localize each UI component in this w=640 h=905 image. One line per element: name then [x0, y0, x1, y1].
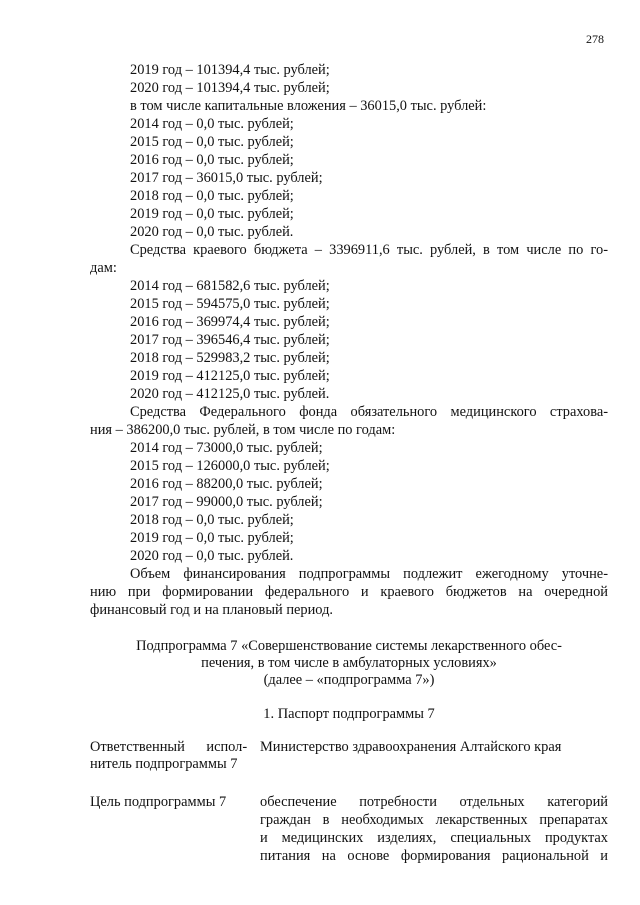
- passport-heading: 1. Паспорт подпрограммы 7: [263, 706, 435, 722]
- text-line: ния – 386200,0 тыс. рублей, в том числе по годам:: [90, 422, 396, 438]
- text-line: 2018 год – 0,0 тыс. рублей;: [130, 512, 294, 528]
- text-line: дам:: [90, 260, 117, 276]
- text-line: 2018 год – 0,0 тыс. рублей;: [130, 188, 294, 204]
- text-line: 2016 год – 0,0 тыс. рублей;: [130, 152, 294, 168]
- text-line: 2016 год – 88200,0 тыс. рублей;: [130, 476, 323, 492]
- text-line: Средства Федерального фонда обязательного медицинского страхова-: [130, 404, 608, 420]
- text-line: Средства краевого бюджета – 3396911,6 тыс. рублей, в том числе по го-: [130, 242, 608, 258]
- text-line: нию при формировании федерального и краевого бюджетов на очередной: [90, 584, 608, 600]
- goal-value-line: и медицинских изделиях, специальных продуктах: [260, 830, 608, 846]
- text-line: 2015 год – 126000,0 тыс. рублей;: [130, 458, 330, 474]
- text-line: 2018 год – 529983,2 тыс. рублей;: [130, 350, 330, 366]
- subprogram-heading-line: Подпрограмма 7 «Совершенствование системы лекарственного обес-: [136, 638, 562, 654]
- goal-value-line: питания на основе формирования рациональной и: [260, 848, 608, 864]
- text-line: 2014 год – 0,0 тыс. рублей;: [130, 116, 294, 132]
- executor-label: нитель подпрограммы 7: [90, 756, 238, 772]
- text-line: 2019 год – 0,0 тыс. рублей;: [130, 206, 294, 222]
- text-line: 2014 год – 681582,6 тыс. рублей;: [130, 278, 330, 294]
- text-line: 2020 год – 101394,4 тыс. рублей;: [130, 80, 330, 96]
- subprogram-heading-line: печения, в том числе в амбулаторных условиях»: [201, 655, 497, 671]
- text-line: 2020 год – 0,0 тыс. рублей.: [130, 224, 294, 240]
- text-line: 2017 год – 36015,0 тыс. рублей;: [130, 170, 323, 186]
- executor-value: Министерство здравоохранения Алтайского края: [260, 739, 562, 755]
- text-line: 2019 год – 412125,0 тыс. рублей;: [130, 368, 330, 384]
- text-line: 2015 год – 594575,0 тыс. рублей;: [130, 296, 330, 312]
- text-line: в том числе капитальные вложения – 36015,0 тыс. рублей:: [130, 98, 487, 114]
- text-line: 2017 год – 99000,0 тыс. рублей;: [130, 494, 323, 510]
- subprogram-heading-line: (далее – «подпрограмма 7»): [263, 672, 435, 688]
- goal-value-line: граждан в необходимых лекарственных препаратах: [260, 812, 608, 828]
- text-line: финансовый год и на плановый период.: [90, 602, 334, 618]
- text-line: 2020 год – 0,0 тыс. рублей.: [130, 548, 294, 564]
- goal-label: Цель подпрограммы 7: [90, 794, 227, 810]
- goal-value-line: обеспечение потребности отдельных категорий: [260, 794, 608, 810]
- text-line: 2017 год – 396546,4 тыс. рублей;: [130, 332, 330, 348]
- text-line: 2020 год – 412125,0 тыс. рублей.: [130, 386, 330, 402]
- page-number: 278: [586, 32, 604, 46]
- text-line: 2016 год – 369974,4 тыс. рублей;: [130, 314, 330, 330]
- text-line: 2019 год – 0,0 тыс. рублей;: [130, 530, 294, 546]
- text-line: 2015 год – 0,0 тыс. рублей;: [130, 134, 294, 150]
- text-line: Объем финансирования подпрограммы подлежит ежегодному уточне-: [130, 566, 608, 582]
- executor-label: Ответственный испол-: [90, 739, 248, 755]
- text-line: 2019 год – 101394,4 тыс. рублей;: [130, 62, 330, 78]
- text-line: 2014 год – 73000,0 тыс. рублей;: [130, 440, 323, 456]
